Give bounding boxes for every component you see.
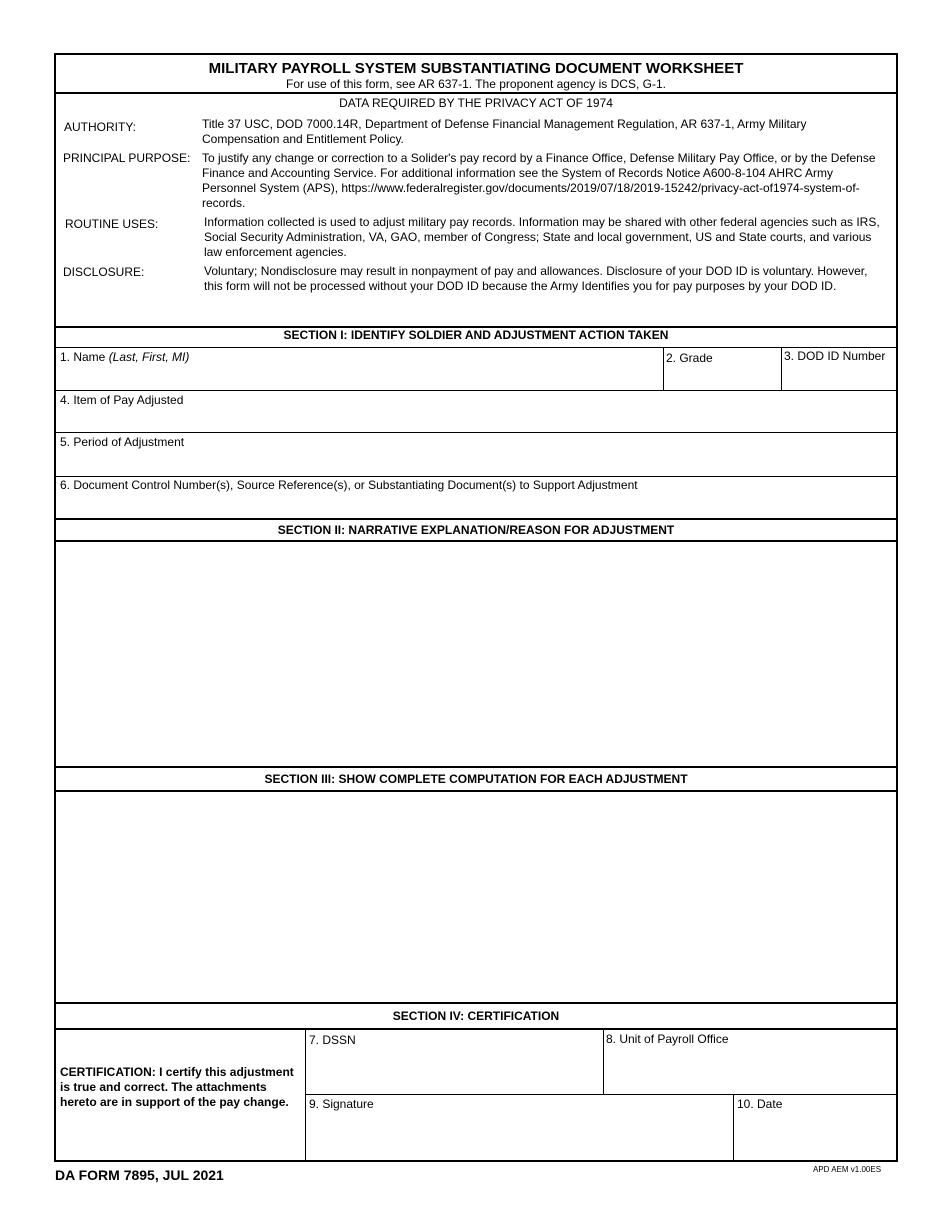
divider bbox=[56, 1002, 896, 1004]
divider bbox=[663, 347, 664, 391]
disclosure-label: DISCLOSURE: bbox=[63, 265, 145, 279]
divider bbox=[305, 1029, 306, 1162]
form-version: APD AEM v1.00ES bbox=[813, 1165, 882, 1174]
certification-statement: CERTIFICATION: I certify this adjustment is true and correct. The attachments hereto are in support of the pay change. bbox=[60, 1065, 294, 1109]
divider bbox=[56, 347, 896, 348]
form-number: DA FORM 7895, JUL 2021 bbox=[55, 1167, 224, 1183]
divider bbox=[603, 1029, 604, 1095]
divider bbox=[56, 390, 896, 391]
document-control-field[interactable]: 6. Document Control Number(s), Source Reference(s), or Substantiating Document(s) to Support Adjustment bbox=[60, 478, 638, 492]
routine-uses-label: ROUTINE USES: bbox=[65, 217, 159, 231]
computation-area[interactable] bbox=[56, 792, 896, 1002]
disclosure-text: Voluntary; Nondisclosure may result in nonpayment of pay and allowances. Disclosure of your DOD ID is voluntary. However, this form will not be processed without your DOD ID because the Army Identifies you for pay purposes by your DOD ID. bbox=[204, 264, 868, 293]
divider bbox=[56, 518, 896, 520]
dod-id-field[interactable]: 3. DOD ID Number bbox=[784, 349, 886, 363]
divider bbox=[56, 432, 896, 433]
divider bbox=[781, 347, 782, 391]
name-label: 1. Name bbox=[60, 350, 109, 364]
form-title: MILITARY PAYROLL SYSTEM SUBSTANTIATING DOCUMENT WORKSHEET bbox=[208, 60, 744, 77]
authority-text: Title 37 USC, DOD 7000.14R, Department of Defense Financial Management Regulation, AR 637-1, Army Military Compensation and Entitlement Policy. bbox=[202, 117, 807, 146]
dssn-field[interactable]: 7. DSSN bbox=[309, 1033, 356, 1047]
signature-field[interactable]: 9. Signature bbox=[309, 1097, 374, 1111]
form-subtitle: For use of this form, see AR 637-1. The proponent agency is DCS, G-1. bbox=[286, 77, 666, 91]
name-field[interactable] bbox=[60, 350, 189, 364]
payroll-office-field[interactable]: 8. Unit of Payroll Office bbox=[606, 1032, 729, 1046]
divider bbox=[733, 1095, 734, 1162]
date-field[interactable]: 10. Date bbox=[737, 1097, 783, 1111]
section-2-heading: SECTION II: NARRATIVE EXPLANATION/REASON FOR ADJUSTMENT bbox=[277, 523, 675, 537]
name-hint: (Last, First, MI) bbox=[108, 350, 190, 364]
divider bbox=[305, 1094, 896, 1095]
grade-field[interactable]: 2. Grade bbox=[666, 351, 713, 365]
divider bbox=[56, 476, 896, 477]
item-of-pay-field[interactable]: 4. Item of Pay Adjusted bbox=[60, 393, 184, 407]
routine-uses-text: Information collected is used to adjust military pay records. Information may be shared with other federal agencies such as IRS, Social Security Administration, VA, GAO, member of Congress; State and local government, US and State courts, and various law enforcement agencies. bbox=[204, 215, 880, 259]
divider bbox=[56, 1028, 896, 1030]
section-4-heading: SECTION IV: CERTIFICATION bbox=[392, 1009, 560, 1023]
narrative-explanation-area[interactable] bbox=[56, 542, 896, 766]
principal-purpose-text: To justify any change or correction to a Solider's pay record by a Finance Office, Defense Military Pay Office, or by the Defense Finance and Accounting Service. For additional information see the System of Records Notice A600-8-104 AHRC Army Personnel System (APS), https://www.federalregister.gov/documents/2019/07/18/2019-15242/privacy-act-of1974-system-of-records. bbox=[202, 151, 876, 210]
privacy-act-heading: DATA REQUIRED BY THE PRIVACY ACT OF 1974 bbox=[339, 96, 613, 110]
authority-label: AUTHORITY: bbox=[64, 120, 137, 134]
period-of-adjustment-field[interactable]: 5. Period of Adjustment bbox=[60, 435, 185, 449]
divider bbox=[56, 92, 896, 94]
section-1-heading: SECTION I: IDENTIFY SOLDIER AND ADJUSTMENT ACTION TAKEN bbox=[283, 328, 669, 342]
principal-purpose-label: PRINCIPAL PURPOSE: bbox=[63, 151, 191, 165]
divider bbox=[56, 766, 896, 768]
payroll-worksheet-form bbox=[54, 53, 898, 1162]
section-3-heading: SECTION III: SHOW COMPLETE COMPUTATION FOR EACH ADJUSTMENT bbox=[264, 772, 688, 786]
